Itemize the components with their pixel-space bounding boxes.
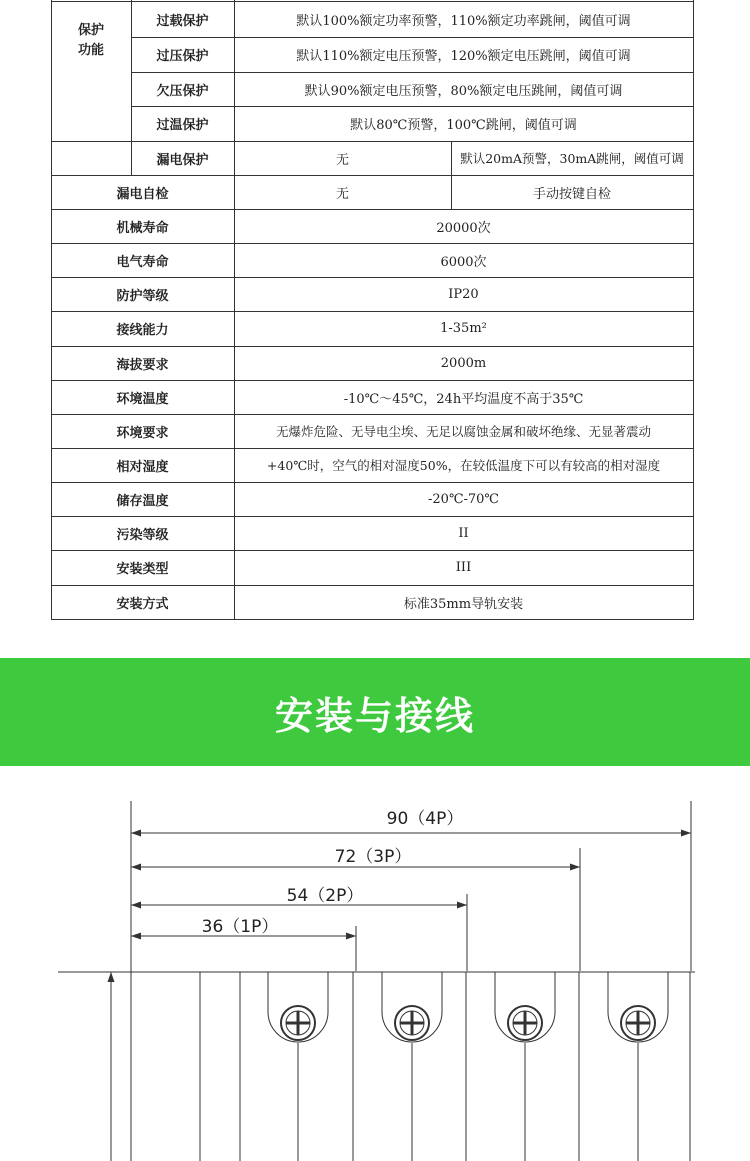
installation-type-label: 安装类型 [116,562,169,577]
wiring-capacity-value: 1-35m² [440,321,487,336]
overtemp-protection-value: 默认80℃预警，100℃跳闸，阈值可调 [350,118,577,133]
environment-value: 无爆炸危险、无导电尘埃、无足以腐蚀金属和破坏绝缘、无显著震动 [275,424,651,439]
dimension-label-2p: 54（2P） [286,886,364,906]
ambient-temp-label: 环境温度 [116,391,169,407]
leakage-selftest-value-a: 无 [335,186,349,202]
leakage-protection-value-a: 无 [335,152,349,168]
protection-rating-label: 防护等级 [116,288,169,304]
undervoltage-protection-value: 默认90%额定电压预警，80%额定电压跳闸，阈值可调 [304,83,623,99]
wiring-capacity-label: 接线能力 [116,323,169,338]
leakage-selftest-label: 漏电自检 [116,186,169,202]
protection-group-line-1: 保护 [77,23,104,38]
dimension-label-3p: 72（3P） [334,847,412,867]
electrical-life-value: 6000次 [440,254,487,270]
terminal-screw-icon [508,1006,542,1040]
mechanical-life-value: 20000次 [436,220,491,236]
dimension-label-1p: 36（1P） [201,917,279,937]
spec-table [51,0,694,620]
leakage-protection-label: 漏电保护 [156,152,209,168]
undervoltage-protection-label: 欠压保护 [156,83,209,99]
terminal-screw-icon [621,1006,655,1040]
storage-temp-label: 储存温度 [116,493,169,509]
altitude-label: 海拔要求 [116,357,169,373]
mechanical-life-label: 机械寿命 [116,220,169,236]
dimension-label-4p: 90（4P） [386,809,464,829]
humidity-label: 相对湿度 [116,459,169,475]
humidity-value: +40℃时，空气的相对湿度50%，在较低温度下可以有较高的相对湿度 [266,458,661,473]
overvoltage-protection-label: 过压保护 [156,49,209,64]
environment-label: 环境要求 [116,425,169,441]
leakage-protection-value-b: 默认20mA预警，30mA跳闸，阈值可调 [460,151,684,166]
section-banner [0,658,750,766]
terminal-screw-icon [395,1006,429,1040]
installation-type-value: III [455,560,472,575]
section-banner-title: 安装与接线 [274,693,475,738]
protection-rating-value: IP20 [448,286,479,302]
dimension-diagram [0,766,750,1161]
pollution-level-value: II [458,525,469,541]
overvoltage-protection-value: 默认110%额定电压预警，120%额定电压跳闸，阈值可调 [296,49,631,64]
mounting-method-value: 标准35mm导轨安装 [403,596,524,612]
mounting-method-label: 安装方式 [116,596,169,612]
protection-group-label [51,1,131,81]
overtemp-protection-label: 过温保护 [156,118,209,133]
overload-protection-label: 过载保护 [156,14,209,29]
ambient-temp-value: -10℃～45℃，24h平均温度不高于35℃ [343,391,584,407]
leakage-selftest-value-b: 手动按键自检 [532,186,611,202]
protection-group-line-2: 功能 [77,43,104,58]
storage-temp-value: -20℃-70℃ [428,491,499,507]
pollution-level-label: 污染等级 [116,527,169,543]
overload-protection-value: 默认100%额定功率预警，110%额定功率跳闸，阈值可调 [296,14,631,29]
electrical-life-label: 电气寿命 [116,254,169,270]
altitude-value: 2000m [440,355,487,371]
terminal-screw-icon [281,1006,315,1040]
